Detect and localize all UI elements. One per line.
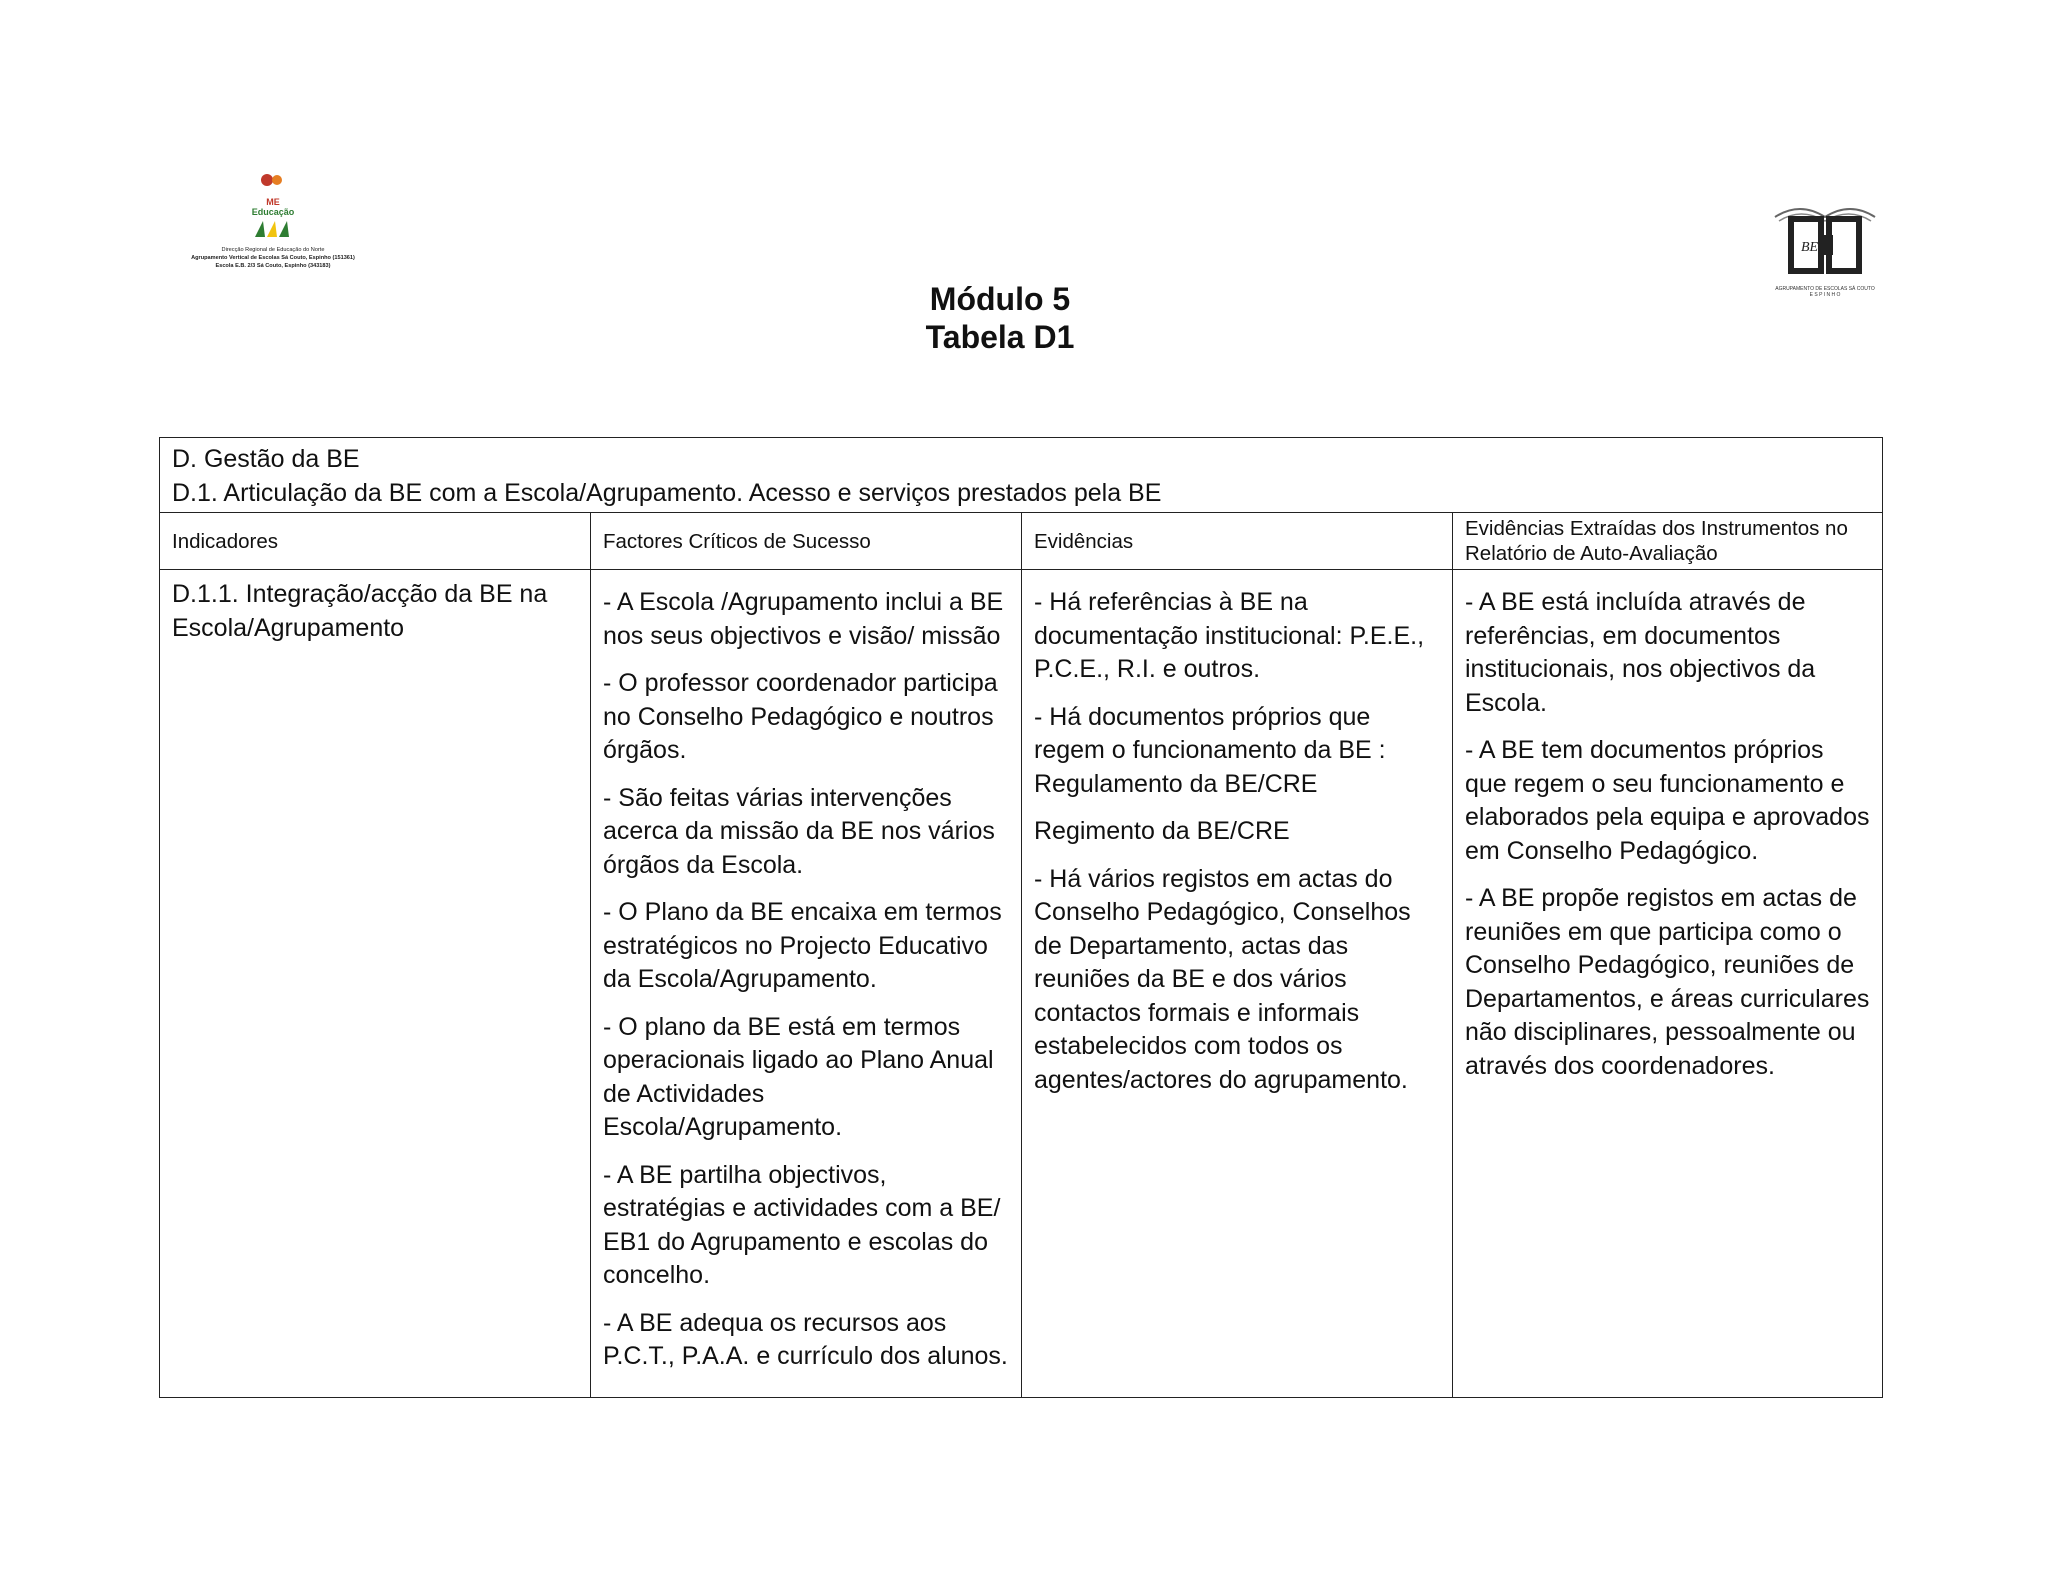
evidence-item: Regimento da BE/CRE xyxy=(1034,817,1290,845)
factor-item: - A BE adequa os recursos aos P.C.T., P.A.A. e currículo dos alunos. xyxy=(603,1308,1008,1370)
logo-line-1: Direcção Regional de Educação do Norte xyxy=(221,247,325,253)
section-header xyxy=(160,438,1882,513)
extracted-item: - A BE está incluída através de referências, em documentos institucionais, nos objectivos da Escola. xyxy=(1465,588,1816,717)
page-title xyxy=(0,280,2000,356)
extracted-evidences-cell xyxy=(1453,570,1882,1397)
school-emblem-icon xyxy=(251,217,295,239)
factors-cell xyxy=(591,570,1022,1397)
evidences-cell xyxy=(1022,570,1453,1397)
factor-item: - O Plano da BE encaixa em termos estratégicos no Projecto Educativo da Escola/Agrupamento. xyxy=(603,898,1002,993)
factor-item: - O professor coordenador participa no Conselho Pedagógico e noutros órgãos. xyxy=(603,669,998,764)
library-logo-caption: AGRUPAMENTO DE ESCOLAS SÁ COUTO xyxy=(1775,286,1875,292)
header-factors: Factores Críticos de Sucesso xyxy=(591,513,1022,570)
header-evidences: Evidências xyxy=(1022,513,1453,570)
table-row xyxy=(160,570,1882,1397)
header-extracted-evidences: Evidências Extraídas dos Instrumentos no Relatório de Auto-Avaliação xyxy=(1453,513,1882,570)
evaluation-table xyxy=(159,437,1883,1398)
factor-item: - A BE partilha objectivos, estratégias e actividades com a BE/ EB1 do Agrupamento e escolas do concelho. xyxy=(603,1160,1001,1289)
section-title: D. Gestão da BE xyxy=(172,445,360,473)
ministry-logo xyxy=(168,170,378,270)
evidence-item: - Há referências à BE na documentação institucional: P.E.E., P.C.E., R.I. e outros. xyxy=(1034,588,1425,683)
title-line-1: Módulo 5 xyxy=(929,281,1071,317)
extracted-item: - A BE tem documentos próprios que regem o seu funcionamento e elaborados pela equipa e aprovados em Conselho Pedagógico. xyxy=(1465,736,1870,865)
title-line-2: Tabela D1 xyxy=(925,319,1075,355)
header-indicators: Indicadores xyxy=(160,513,591,570)
evidence-item: - Há vários registos em actas do Conselho Pedagógico, Conselhos de Departamento, actas das reuniões da BE e dos vários contactos formais e informais estabelecidos com todos os agentes/actores do agrupamento. xyxy=(1034,864,1411,1094)
section-subtitle: D.1. Articulação da BE com a Escola/Agrupamento. Acesso e serviços prestados pela BE xyxy=(172,479,1162,507)
table-header-row xyxy=(160,513,1882,570)
factor-item: - O plano da BE está em termos operacionais ligado ao Plano Anual de Actividades Escola/Agrupamento. xyxy=(603,1012,994,1141)
logo-brand-line2: Educação xyxy=(251,207,295,217)
logo-brand-line1: ME xyxy=(266,197,280,207)
factor-item: - São feitas várias intervenções acerca da missão da BE nos vários órgãos da Escola. xyxy=(603,783,995,879)
library-book-icon xyxy=(1765,195,1885,281)
indicator-text: D.1.1. Integração/acção da BE na Escola/Agrupamento xyxy=(172,580,548,642)
extracted-item: - A BE propõe registos em actas de reuniões em que participa como o Conselho Pedagógico, reuniões de Departamentos, e áreas curriculares não disciplinares, pessoalmente ou através dos coordenadores. xyxy=(1465,884,1870,1080)
ministry-emblem-icon xyxy=(253,170,293,190)
library-mark-text: BE xyxy=(1801,240,1819,255)
logo-line-2: Agrupamento Vertical de Escolas Sá Couto, Espinho (151361) xyxy=(191,255,355,261)
logo-line-3: Escola E.B. 2/3 Sá Couto, Espinho (343183) xyxy=(215,263,331,269)
factor-item: - A Escola /Agrupamento inclui a BE nos seus objectivos e visão/ missão xyxy=(603,588,1004,650)
evidence-item: - Há documentos próprios que regem o funcionamento da BE : Regulamento da BE/CRE xyxy=(1034,702,1386,798)
indicator-cell xyxy=(160,570,591,1397)
library-logo-caption-2: E S P I N H O xyxy=(1809,292,1841,298)
